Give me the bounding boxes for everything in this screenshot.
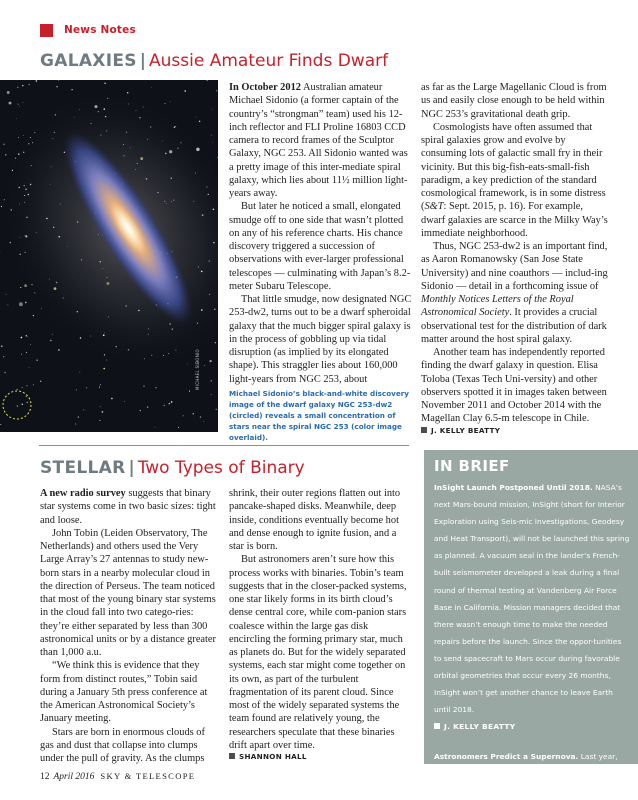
- magazine-name: SKY & TELESCOPE: [100, 771, 196, 781]
- star: [183, 415, 184, 416]
- star: [116, 346, 117, 347]
- star: [77, 221, 79, 223]
- star: [21, 337, 23, 339]
- in-brief-panel: [424, 450, 638, 796]
- star: [10, 209, 12, 211]
- star: [26, 396, 27, 397]
- star: [147, 406, 148, 407]
- page-footer: [40, 771, 195, 782]
- stellar-p3: “We think this is evidence that they form from distinct routes,” Tobin said during a January 5th press conference at the American Astronomical Society’s January meeting.: [40, 660, 208, 725]
- star: [76, 389, 77, 390]
- star: [4, 199, 5, 200]
- stellar-title: [40, 458, 305, 478]
- star: [90, 123, 91, 124]
- star: [53, 227, 54, 228]
- star: [24, 185, 25, 186]
- star: [26, 335, 28, 337]
- star: [209, 294, 210, 295]
- stellar-column-1: [40, 487, 216, 765]
- star: [128, 349, 130, 351]
- star: [197, 323, 198, 324]
- star: [196, 116, 197, 117]
- star: [170, 177, 172, 179]
- star: [31, 165, 32, 166]
- star: [63, 297, 64, 298]
- in-brief-byline: J. KELLY BEATTY: [434, 718, 630, 735]
- star: [169, 150, 172, 153]
- star: [78, 416, 79, 417]
- star: [24, 202, 25, 203]
- stellar-p2: John Tobin (Leiden Observatory, The Netherlands) and others used the Very Large Array’s 27 antennas to study new-born stars in a nearby molecular cloud in the direction of Perseus. The team noticed that most of the young binary star systems in the cloud fall into two catego-ries: they’re either separated by less than 300 astronomical units or by a distance greater than 1,000 a.u.: [40, 527, 217, 658]
- star: [25, 302, 27, 304]
- star: [169, 323, 170, 324]
- star: [146, 178, 148, 180]
- star: [135, 169, 136, 170]
- galaxies-headline: Aussie Amateur Finds Dwarf: [149, 51, 389, 71]
- star: [1, 345, 2, 346]
- star: [195, 173, 196, 174]
- star: [15, 158, 16, 159]
- star: [18, 137, 19, 138]
- star: [216, 409, 217, 410]
- star: [204, 365, 205, 366]
- byline-square-icon: [421, 427, 427, 433]
- star: [23, 152, 24, 153]
- star: [24, 284, 27, 287]
- star: [23, 102, 24, 103]
- star: [25, 189, 27, 191]
- star: [19, 302, 23, 306]
- star: [207, 80, 208, 81]
- star: [128, 104, 129, 105]
- star: [5, 154, 7, 156]
- star: [28, 84, 30, 86]
- in-brief-item-2: Astronomers Predict a Supernova. Last year, Patrick Kelly (University of California, Berkeley) and colleagues announced the: [434, 752, 626, 796]
- star: [123, 155, 124, 156]
- star: [1, 206, 2, 207]
- galaxies-column-1: [229, 81, 412, 386]
- star: [124, 401, 125, 402]
- star: [151, 87, 152, 88]
- star: [138, 310, 139, 311]
- star: [140, 157, 143, 160]
- star: [105, 116, 106, 117]
- star: [30, 184, 31, 185]
- star: [214, 309, 215, 310]
- galaxies-c2-p2: Cosmologists have often assumed that spiral galaxies grow and evolve by consuming lots of galactic small fry in their vicinity. But this big-fish-eats-small-fish paradigm, a key prediction of the standard cosmological framework, is in some distress (S&T: Sept. 2015, p. 16). For example, dwarf galaxies are scarce in the Milky Way’s immediate neighborhood.: [421, 121, 608, 239]
- star: [30, 137, 31, 138]
- star: [50, 184, 51, 185]
- star: [34, 292, 35, 293]
- galaxies-c2-p4: Another team has independently reported finding the dwarf galaxy in question. Elisa Toloba (Texas Tech Uni-versity) and other observers spotted it in images taken between November 2011 and October 2014 with the Magellan Clay 6.5-m telescope in Chile.: [421, 347, 607, 425]
- star: [25, 235, 27, 237]
- star: [32, 142, 33, 143]
- star: [56, 86, 57, 87]
- stellar-byline: SHANNON HALL: [229, 752, 410, 761]
- star: [46, 218, 47, 219]
- star: [155, 427, 156, 428]
- star: [106, 131, 107, 132]
- star: [148, 328, 149, 329]
- star: [198, 266, 199, 267]
- star: [164, 405, 166, 407]
- star: [27, 385, 28, 386]
- star: [184, 90, 186, 92]
- star: [71, 89, 72, 90]
- star: [100, 135, 101, 136]
- star: [22, 387, 23, 388]
- star: [27, 402, 28, 403]
- section-label: News Notes: [64, 24, 136, 36]
- star: [203, 421, 204, 422]
- star: [51, 166, 52, 167]
- star: [98, 111, 99, 112]
- star: [83, 409, 84, 410]
- star: [17, 405, 19, 407]
- star: [7, 91, 10, 94]
- stellar-p1: suggests that binary star systems come in two basic sizes: tight and loose.: [40, 488, 216, 526]
- star: [211, 135, 212, 136]
- star: [29, 367, 30, 368]
- star: [10, 242, 11, 243]
- stellar-headline: Two Types of Binary: [137, 458, 305, 478]
- star: [201, 271, 203, 273]
- star: [77, 311, 78, 312]
- star: [126, 132, 127, 133]
- star: [213, 209, 215, 211]
- star: [177, 148, 178, 149]
- star: [104, 83, 106, 85]
- byline-square-icon: [229, 753, 235, 759]
- star: [56, 282, 58, 284]
- star: [103, 334, 105, 336]
- star: [163, 355, 164, 356]
- stellar-lead: A new radio survey: [40, 488, 126, 499]
- star: [102, 268, 103, 269]
- star: [162, 140, 163, 141]
- star: [136, 110, 137, 111]
- star: [33, 315, 34, 316]
- star: [209, 261, 210, 262]
- star: [199, 121, 200, 122]
- star: [20, 237, 21, 238]
- galaxies-p1: Australian amateur Michael Sidonio (a former captain of the country’s “strongman” team) used his 12-inch reflector and FLI Proline 16803 CCD camera to record frames of the Sculptor Galaxy, NGC 253. All Sidonio wanted was a pretty image of this inter-mediate spiral galaxy, which lies about 11½ million light-years away.: [229, 82, 408, 199]
- photo-credit: MICHAEL SIDONIO: [195, 349, 200, 390]
- star: [9, 102, 12, 105]
- star: [22, 85, 23, 86]
- title-divider: |: [128, 458, 135, 478]
- star: [3, 356, 4, 357]
- star: [212, 142, 213, 143]
- title-divider: |: [139, 51, 147, 71]
- star: [20, 287, 21, 288]
- star: [196, 148, 199, 151]
- stellar-c2-p1: shrink, their outer regions flatten out into pancake-shaped disks. Meanwhile, deep inside, conditions eventually become hot and dense enough to ignite fusion, and a star is born.: [229, 488, 401, 552]
- star: [33, 384, 34, 385]
- star: [111, 398, 113, 400]
- galaxies-kicker: GALAXIES: [40, 51, 137, 71]
- star: [21, 354, 22, 355]
- star: [17, 389, 18, 390]
- star: [99, 387, 100, 388]
- star: [100, 261, 101, 262]
- star: [202, 214, 204, 216]
- star: [209, 360, 211, 362]
- star: [49, 279, 50, 280]
- star: [23, 135, 24, 136]
- star: [86, 387, 87, 388]
- star: [50, 340, 52, 342]
- star: [67, 246, 68, 247]
- stellar-c2-p2: But astronomers aren’t sure how this process works with binaries. Tobin’s team suggests that in the closer-packed systems, one star likely forms in its birth cloud’s dense central core, while com-panion stars coalesce within the large gas disk encircling the forming primary star, much as planets do. But for the widely separated systems, each star might come together on its own, as part of the turbulent fragmentation of its parent cloud. Since most of the widely separated systems the team found are relatively young, the researchers speculate that these binaries drift apart over time.: [229, 554, 407, 751]
- in-brief-title: IN BRIEF: [434, 457, 510, 475]
- star: [102, 411, 104, 413]
- star: [25, 252, 26, 253]
- star: [193, 201, 194, 202]
- star: [143, 107, 144, 108]
- star: [107, 98, 108, 99]
- page-number: 12: [40, 772, 50, 782]
- star: [212, 109, 213, 110]
- star: [79, 109, 80, 110]
- star: [0, 424, 1, 425]
- star: [16, 118, 17, 119]
- star: [100, 384, 101, 385]
- star: [150, 126, 151, 127]
- star: [26, 217, 27, 218]
- section-divider: [39, 445, 409, 446]
- star: [187, 364, 188, 365]
- star: [6, 294, 7, 295]
- star: [143, 385, 145, 387]
- star: [80, 337, 81, 338]
- star: [157, 192, 158, 193]
- star: [20, 254, 21, 255]
- star: [171, 401, 173, 403]
- star: [125, 305, 127, 307]
- star: [148, 334, 149, 335]
- star: [40, 381, 41, 382]
- star: [52, 138, 53, 139]
- star: [174, 126, 176, 128]
- galaxies-c2-p3: Thus, NGC 253-dw2 is an important find, as Aaron Romanowsky (San Jose State University) and nine coauthors — includ-ing Sidonio — detail in a forthcoming issue of Monthly Notices Letters of the Royal Astronomical Society. It provides a crucial observational test for the distribution of dark matter around the host spiral galaxy.: [421, 241, 608, 345]
- star: [164, 201, 165, 202]
- galaxies-c2-p1: as far as the Large Magellanic Cloud is from us and easily close enough to be held within NGC 253’s gravitational death grip.: [421, 82, 607, 120]
- star: [211, 394, 212, 395]
- star: [27, 336, 28, 337]
- star: [189, 391, 190, 392]
- star: [58, 236, 60, 238]
- star: [22, 403, 24, 405]
- galaxies-lead: In October 2012: [229, 82, 301, 93]
- star: [108, 316, 109, 317]
- star: [36, 360, 37, 361]
- star: [201, 309, 203, 311]
- galaxies-p3: That little smudge, now designated NGC 253-dw2, turns out to be a dwarf spheroidal galaxy that the much bigger spiral galaxy is in the process of gobbling up via tidal disruption (as implied by its elongated shape). This straggler lies about 160,000 light-years from NGC 253, about: [229, 294, 412, 385]
- star: [30, 344, 31, 345]
- star: [41, 308, 42, 309]
- star: [17, 87, 19, 89]
- star: [24, 195, 25, 196]
- stellar-kicker: STELLAR: [40, 458, 126, 478]
- star: [7, 304, 8, 305]
- star: [171, 201, 172, 202]
- star: [155, 387, 156, 388]
- issue-date: April 2016: [53, 772, 95, 782]
- stellar-p4: Stars are born in enormous clouds of gas and dust that collapse into clumps under the pull of gravity. As the clumps: [40, 726, 205, 764]
- star: [173, 200, 174, 201]
- star: [19, 106, 20, 107]
- star: [151, 355, 152, 356]
- star: [54, 132, 55, 133]
- star: [123, 144, 124, 145]
- byline-square-icon: [434, 723, 440, 729]
- star: [106, 360, 107, 361]
- star: [175, 126, 176, 127]
- star: [4, 372, 5, 373]
- star: [28, 143, 30, 145]
- star: [137, 163, 138, 164]
- galaxies-column-2: [421, 81, 609, 435]
- star: [3, 143, 5, 145]
- star: [36, 232, 37, 233]
- star: [28, 194, 29, 195]
- star: [12, 170, 13, 171]
- section-marker: [40, 24, 53, 37]
- star: [147, 139, 148, 140]
- star: [103, 368, 105, 370]
- stellar-column-2: [229, 487, 410, 761]
- star: [208, 194, 209, 195]
- star: [104, 333, 105, 334]
- star: [75, 423, 76, 424]
- star: [178, 427, 179, 428]
- galaxies-p2: But later he noticed a small, elongated smudge off to one side that wasn’t plotted on any of his reference charts. His chance discovery triggered a succession of observations with ever-larger professional telescopes — culminating with Japan’s 8.2-meter Subaru Telescope.: [229, 201, 411, 292]
- star: [168, 353, 169, 354]
- star: [18, 104, 19, 105]
- star: [79, 372, 80, 373]
- star: [34, 132, 35, 133]
- in-brief-item-1: InSight Launch Postponed Until 2018. NASA’s next Mars-bound mission, InSight (short for Interior Exploration using Seis-mic Investigations, Geodesy and Heat Transport), will not be launched this spring as planned. A vacuum seal in the lander’s French-built seismometer developed a leak during a final round of thermal testing at Vandenberg Air Force Base in California. Mission managers decided that there wasn’t enough time to make the needed repairs before the launch. Since the oppor-tunities to send spacecraft to Mars occur during favorable orbital geometries that occur every 26 months, InSight won’t get another chance to leave Earth until 2018.: [434, 483, 630, 715]
- star: [169, 403, 171, 405]
- star: [99, 420, 100, 421]
- star: [165, 103, 166, 104]
- star: [100, 406, 101, 407]
- star: [106, 277, 107, 278]
- star: [52, 334, 53, 335]
- star: [25, 235, 26, 236]
- star: [26, 352, 27, 353]
- star: [60, 204, 61, 205]
- star: [55, 114, 56, 115]
- star: [106, 282, 109, 285]
- star: [140, 410, 141, 411]
- star: [216, 90, 217, 91]
- star: [19, 187, 20, 188]
- photo-caption: Michael Sidonio’s black-and-white discovery image of the dwarf galaxy NGC 253-dw2 (circled) reveals a small concentration of stars near the spiral NGC 253 (color image overlaid).: [229, 389, 409, 442]
- star: [127, 92, 129, 94]
- star: [54, 287, 57, 290]
- star: [165, 153, 166, 154]
- star: [192, 413, 194, 415]
- star: [98, 234, 99, 235]
- star: [180, 142, 181, 143]
- galaxy-photo: [0, 80, 218, 432]
- star: [175, 350, 176, 351]
- star: [200, 416, 201, 417]
- star: [215, 342, 216, 343]
- star: [18, 153, 19, 154]
- star: [170, 101, 171, 102]
- star: [36, 80, 38, 82]
- star: [81, 259, 82, 260]
- star: [74, 116, 75, 117]
- star: [104, 354, 105, 355]
- star: [58, 349, 60, 351]
- star: [166, 203, 167, 204]
- galaxies-title: [40, 51, 388, 71]
- star: [211, 380, 213, 382]
- star: [31, 284, 32, 285]
- star: [90, 336, 91, 337]
- star: [172, 328, 173, 329]
- star: [144, 358, 145, 359]
- star: [130, 148, 131, 149]
- star: [103, 108, 105, 110]
- star: [94, 105, 97, 108]
- galaxies-byline: J. KELLY BEATTY: [421, 426, 609, 435]
- star: [139, 117, 140, 118]
- star: [206, 186, 207, 187]
- star: [19, 204, 20, 205]
- star: [213, 242, 215, 244]
- star: [58, 80, 59, 81]
